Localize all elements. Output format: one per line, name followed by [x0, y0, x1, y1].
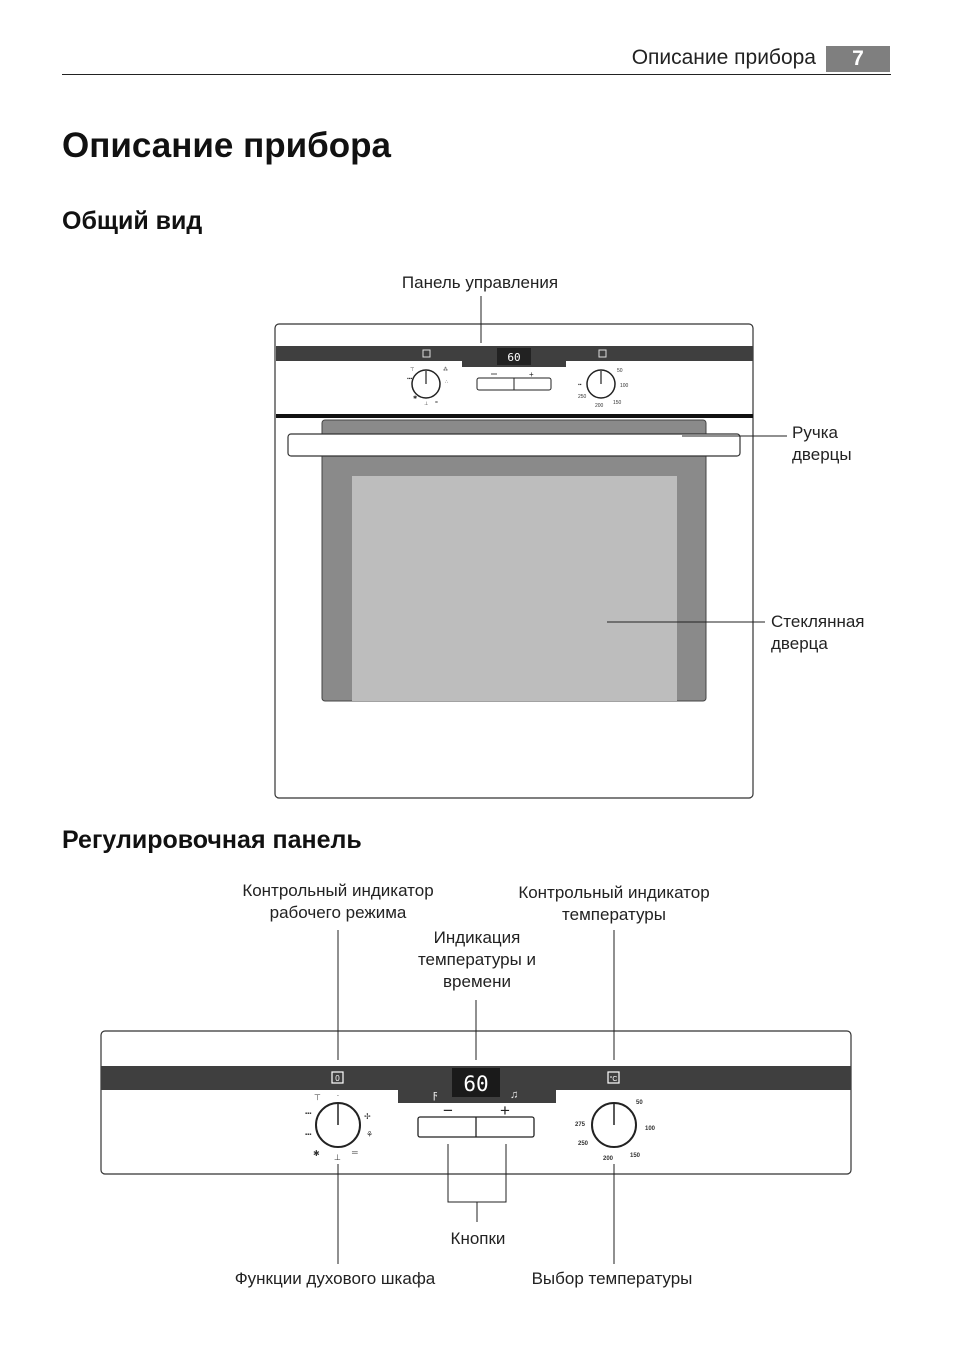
top-heat-icon: ▪▪▪: [305, 1111, 312, 1117]
bottom-icon: ⊥: [334, 1153, 341, 1162]
svg-text:250: 250: [578, 394, 587, 400]
label-buttons: Кнопки: [450, 1229, 506, 1248]
defrost-icon: ✱: [313, 1149, 320, 1158]
label-control-panel: Панель управления: [401, 273, 559, 292]
label-display: Индикация температуры и времени: [417, 928, 537, 991]
temp-scale-150: 150: [630, 1153, 641, 1159]
svg-text:200: 200: [595, 403, 604, 409]
minus-label: −: [443, 1101, 453, 1120]
bottom-heat-icon: ▪▪▪: [305, 1132, 312, 1138]
running-header: Описание прибора: [631, 46, 816, 69]
plus-label: +: [500, 1101, 510, 1120]
pizza-icon: ⚘: [366, 1130, 374, 1139]
temp-scale-200: 200: [603, 1156, 614, 1162]
svg-text:▪▪▪: ▪▪▪: [407, 376, 413, 382]
control-panel-heading: Регулировочная панель: [62, 826, 362, 854]
fan-icon: ✢: [364, 1112, 371, 1121]
svg-text:0: 0: [335, 1074, 340, 1083]
svg-text:°C: °C: [609, 1076, 618, 1083]
svg-text:▪▪: ▪▪: [578, 382, 582, 388]
svg-text:50: 50: [617, 368, 623, 374]
label-glass-door: Стеклянная дверца: [771, 612, 865, 653]
svg-text:✱: ✱: [413, 395, 418, 401]
svg-text:=: =: [435, 400, 438, 406]
svg-text:150: 150: [613, 400, 622, 406]
temp-scale-250: 250: [578, 1141, 589, 1147]
display-value: 60: [463, 1072, 489, 1096]
svg-text:⊥: ⊥: [424, 401, 429, 407]
general-view-heading: Общий вид: [62, 207, 203, 235]
label-oven-functions: Функции духового шкафа: [234, 1269, 436, 1288]
svg-text:60: 60: [507, 351, 521, 364]
grill-icon: ⊤: [314, 1093, 321, 1102]
page-title: Описание прибора: [62, 126, 391, 165]
svg-text:∴: ∴: [445, 379, 449, 385]
svg-text:⊤: ⊤: [410, 367, 415, 373]
bell-icon: ♫: [510, 1089, 519, 1101]
svg-text:·: ·: [336, 1091, 340, 1100]
label-door-handle: Ручка дверцы: [792, 423, 852, 464]
temp-scale-275: 275: [575, 1122, 586, 1128]
svg-text:⁂: ⁂: [443, 367, 448, 373]
temp-scale-100: 100: [645, 1126, 656, 1132]
svg-text:100: 100: [620, 383, 629, 389]
timer-icon: ϝ: [433, 1089, 438, 1101]
page-number: 7: [826, 46, 890, 72]
svg-text:+: +: [529, 370, 534, 379]
label-temp-select: Выбор температуры: [531, 1269, 693, 1288]
label-mode-indicator: Контрольный индикатор рабочего режима: [242, 881, 434, 922]
conventional-icon: ═: [352, 1148, 358, 1157]
label-temp-indicator: Контрольный индикатор температуры: [518, 883, 710, 924]
temp-scale-50: 50: [636, 1100, 643, 1106]
